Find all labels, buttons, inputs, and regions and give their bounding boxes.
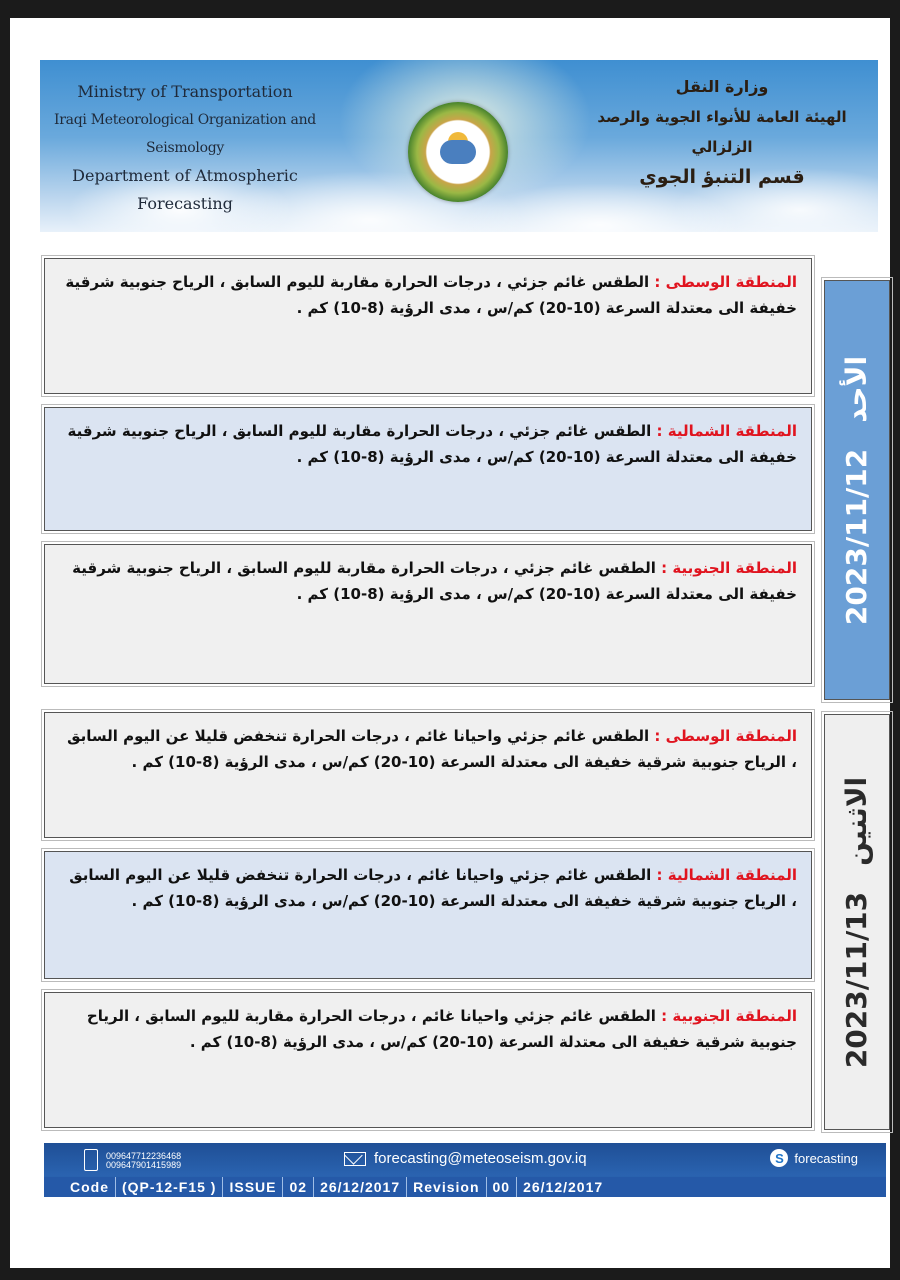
region-name: المنطقة الجنوبية : xyxy=(661,559,797,577)
revision-date: 26/12/2017 xyxy=(516,1177,609,1197)
skype-name: forecasting xyxy=(794,1150,858,1166)
region-central-day1 xyxy=(44,258,812,394)
region-north-day2 xyxy=(44,851,812,979)
department-name-en: Department of Atmospheric Forecasting xyxy=(72,166,298,213)
issue-label: ISSUE xyxy=(222,1177,282,1197)
region-north-day1 xyxy=(44,407,812,531)
revision-label: Revision xyxy=(406,1177,485,1197)
mail-icon xyxy=(344,1152,366,1166)
day-section-2 xyxy=(44,712,890,1156)
region-forecast: الطقس غائم جزئي واحيانا غائم ، درجات الحرارة تنخفض قليلا عن اليوم السابق ، الرياح جنوبية شرقية خفيفة الى معتدلة السرعة (10-20) كم/س ، مدى الرؤية (8-10) كم . xyxy=(69,866,797,910)
forecast-day-name: الأحد xyxy=(840,355,874,423)
region-name: المنطقة الشمالية : xyxy=(656,866,797,884)
revision-value: 00 xyxy=(486,1177,517,1197)
date-strip-day2 xyxy=(824,714,890,1130)
department-name-ar: قسم التنبؤ الجوي xyxy=(639,166,805,188)
phone-number-1: 009647712236468 xyxy=(106,1151,182,1161)
region-central-day2 xyxy=(44,712,812,838)
phone-icon xyxy=(84,1149,98,1171)
phone-numbers xyxy=(106,1152,181,1170)
skype-icon: S xyxy=(770,1149,788,1167)
organization-logo-icon xyxy=(408,102,508,202)
region-forecast: الطقس غائم جزئي واحيانا غائم ، درجات الحرارة تنخفض قليلا عن اليوم السابق ، الرياح جنوبية شرقية خفيفة الى معتدلة السرعة (10-20) كم/س ، مدى الرؤية (8-10) كم . xyxy=(67,727,797,771)
region-forecast: الطقس غائم جزئي ، درجات الحرارة مقاربة لليوم السابق ، الرياح جنوبية شرقية خفيفة الى معتدلة السرعة (10-20) كم/س ، مدى الرؤية (8-10) كم . xyxy=(72,559,797,603)
issue-value: 02 xyxy=(282,1177,313,1197)
phone-number-2: 009647901415989 xyxy=(106,1160,182,1170)
region-south-day1 xyxy=(44,544,812,684)
region-name: المنطقة الوسطى : xyxy=(654,727,797,745)
email-address: forecasting@meteoseism.gov.iq xyxy=(374,1150,587,1167)
skype-contact xyxy=(770,1149,858,1167)
code-label: Code xyxy=(70,1179,109,1195)
forecast-day-name: الاثنين xyxy=(840,776,874,866)
ministry-name-ar: وزارة النقل xyxy=(675,77,769,96)
region-name: المنطقة الشمالية : xyxy=(656,422,797,440)
email-contact xyxy=(344,1150,587,1167)
header-arabic xyxy=(572,72,872,192)
header-banner xyxy=(40,60,878,232)
region-forecast: الطقس غائم جزئي ، درجات الحرارة مقاربة لليوم السابق ، الرياح جنوبية شرقية خفيفة الى معتدلة السرعة (10-20) كم/س ، مدى الرؤية (8-10) كم . xyxy=(67,422,797,466)
day-section-1 xyxy=(44,258,890,688)
region-name: المنطقة الجنوبية : xyxy=(661,1007,797,1025)
region-south-day2 xyxy=(44,992,812,1128)
date-strip-day1 xyxy=(824,280,890,700)
document-footer xyxy=(44,1143,886,1197)
forecast-page xyxy=(10,18,890,1268)
header-english xyxy=(40,78,330,218)
forecast-date: 2023/11/13 xyxy=(840,891,874,1068)
region-name: المنطقة الوسطى : xyxy=(654,273,797,291)
region-forecast: الطقس غائم جزئي ، درجات الحرارة مقاربة لليوم السابق ، الرياح جنوبية شرقية خفيفة الى معتدلة السرعة (10-20) كم/س ، مدى الرؤية (8-10) كم . xyxy=(65,273,797,317)
code-value: (QP-12-F15 ) xyxy=(115,1177,222,1197)
issue-date: 26/12/2017 xyxy=(313,1177,406,1197)
organization-name-ar: الهيئة العامة للأنواء الجوية والرصد الزلزالي xyxy=(597,108,847,156)
organization-name-en: Iraqi Meteorological Organization and Seismology xyxy=(54,112,316,156)
logo-cloud-icon xyxy=(440,140,476,164)
document-code-bar xyxy=(44,1177,886,1197)
ministry-name-en: Ministry of Transportation xyxy=(77,82,293,101)
forecast-date: 2023/11/12 xyxy=(840,448,874,625)
region-forecast: الطقس غائم جزئي واحيانا غائم ، درجات الحرارة مقاربة لليوم السابق ، الرياح جنوبية شرقية خفيفة الى معتدلة السرعة (10-20) كم/س ، مدى الرؤية (8-10) كم . xyxy=(86,1007,797,1051)
